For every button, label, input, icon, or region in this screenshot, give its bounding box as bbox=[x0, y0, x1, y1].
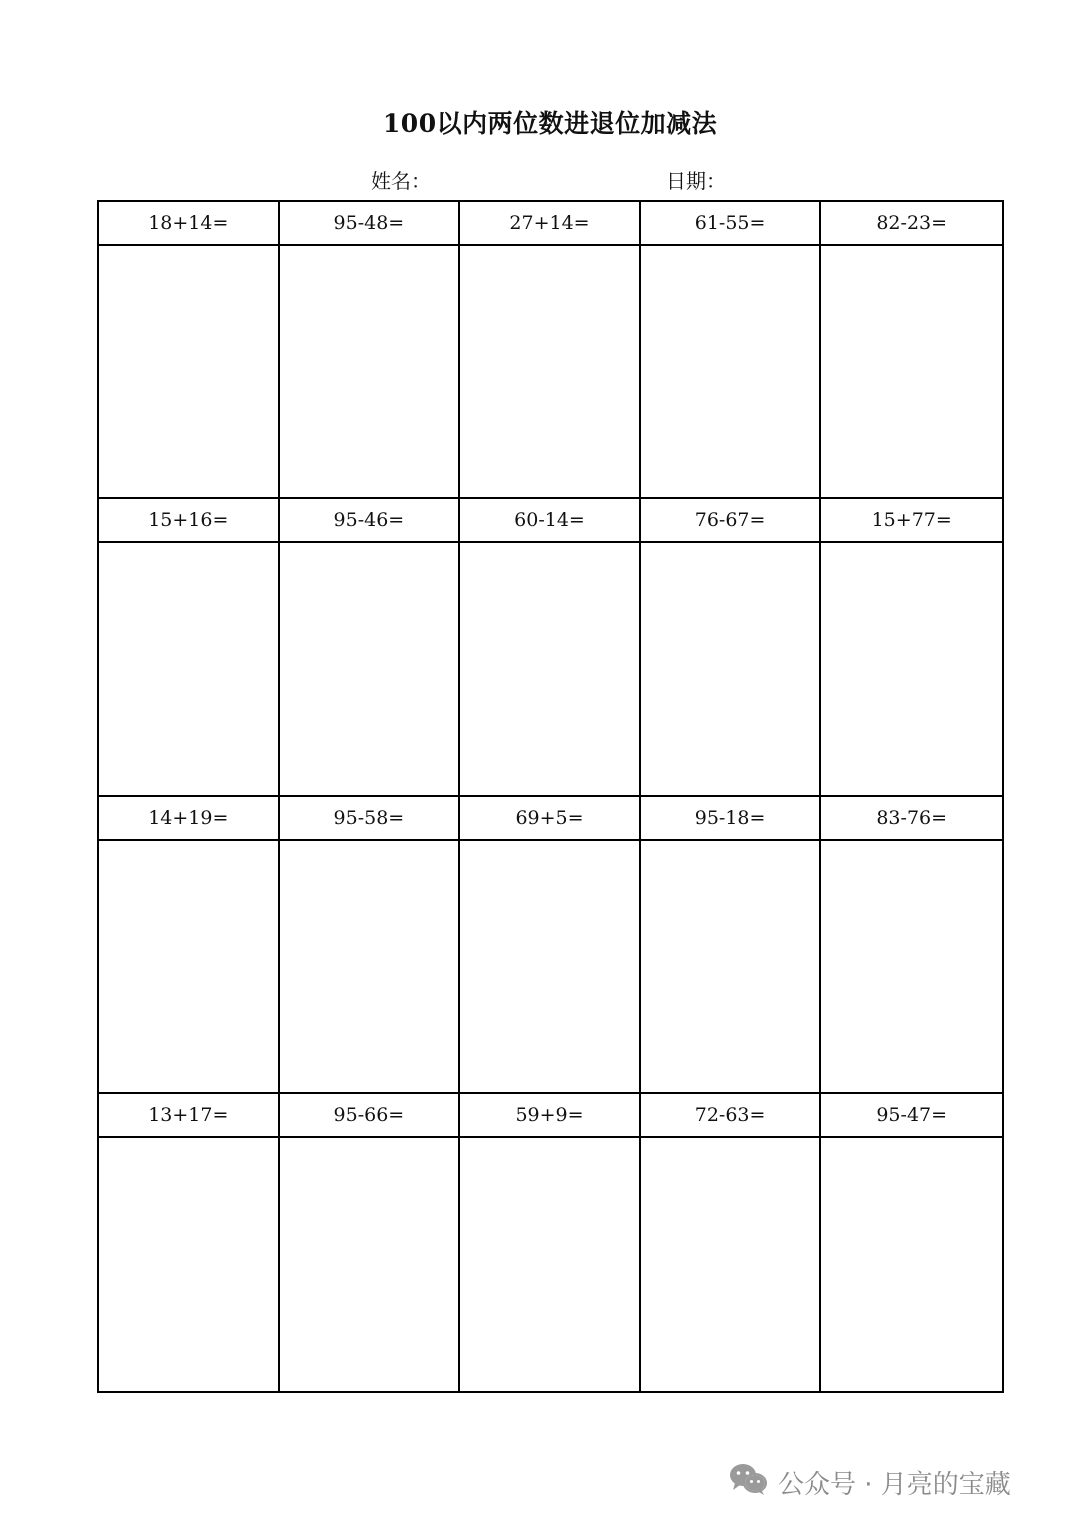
problem-cell bbox=[460, 1094, 641, 1391]
problem-text: 95-58= bbox=[280, 797, 459, 841]
problem-text: 15+77= bbox=[821, 499, 1002, 543]
answer-area[interactable] bbox=[280, 841, 459, 1092]
answer-area[interactable] bbox=[99, 246, 278, 497]
answer-area[interactable] bbox=[99, 841, 278, 1092]
answer-area[interactable] bbox=[460, 1138, 639, 1391]
answer-area[interactable] bbox=[280, 543, 459, 794]
problem-text: 95-48= bbox=[280, 202, 459, 246]
answer-area[interactable] bbox=[460, 543, 639, 794]
date-label: 日期： bbox=[666, 169, 726, 193]
problem-cell bbox=[821, 499, 1002, 796]
problem-text: 76-67= bbox=[641, 499, 820, 543]
answer-area[interactable] bbox=[641, 246, 820, 497]
problem-cell bbox=[641, 797, 822, 1094]
problem-text: 61-55= bbox=[641, 202, 820, 246]
problem-text: 72-63= bbox=[641, 1094, 820, 1138]
answer-area[interactable] bbox=[460, 246, 639, 497]
problem-cell bbox=[280, 797, 461, 1094]
problem-cell bbox=[280, 202, 461, 499]
answer-area[interactable] bbox=[99, 543, 278, 794]
answer-area[interactable] bbox=[821, 543, 1002, 794]
problem-text: 95-46= bbox=[280, 499, 459, 543]
problem-grid bbox=[97, 200, 1004, 1393]
problem-cell bbox=[460, 202, 641, 499]
problem-text: 60-14= bbox=[460, 499, 639, 543]
problem-cell bbox=[99, 202, 280, 499]
problem-cell bbox=[280, 499, 461, 796]
problem-cell bbox=[821, 797, 1002, 1094]
answer-area[interactable] bbox=[641, 1138, 820, 1391]
answer-area[interactable] bbox=[280, 246, 459, 497]
answer-area[interactable] bbox=[99, 1138, 278, 1391]
answer-area[interactable] bbox=[821, 841, 1002, 1092]
problem-text: 14+19= bbox=[99, 797, 278, 841]
problem-text: 18+14= bbox=[99, 202, 278, 246]
problem-cell bbox=[99, 499, 280, 796]
problem-text: 95-47= bbox=[821, 1094, 1002, 1138]
problem-cell bbox=[99, 797, 280, 1094]
problem-text: 95-18= bbox=[641, 797, 820, 841]
answer-area[interactable] bbox=[280, 1138, 459, 1391]
problem-cell bbox=[821, 1094, 1002, 1391]
problem-cell bbox=[641, 202, 822, 499]
problem-text: 59+9= bbox=[460, 1094, 639, 1138]
wechat-icon bbox=[728, 1462, 778, 1503]
problem-cell bbox=[641, 1094, 822, 1391]
problem-cell bbox=[280, 1094, 461, 1391]
worksheet-title: 100以内两位数进退位加减法 bbox=[382, 109, 718, 138]
problem-text: 82-23= bbox=[821, 202, 1002, 246]
problem-cell bbox=[99, 1094, 280, 1391]
problem-cell bbox=[460, 797, 641, 1094]
answer-area[interactable] bbox=[641, 543, 820, 794]
problem-text: 27+14= bbox=[460, 202, 639, 246]
watermark bbox=[728, 1462, 1011, 1503]
problem-text: 83-76= bbox=[821, 797, 1002, 841]
problem-text: 95-66= bbox=[280, 1094, 459, 1138]
problem-text: 69+5= bbox=[460, 797, 639, 841]
problem-cell bbox=[821, 202, 1002, 499]
answer-area[interactable] bbox=[821, 1138, 1002, 1391]
answer-area[interactable] bbox=[821, 246, 1002, 497]
problem-cell bbox=[460, 499, 641, 796]
answer-area[interactable] bbox=[641, 841, 820, 1092]
watermark-text: 公众号 · 月亮的宝藏 bbox=[778, 1470, 1011, 1500]
answer-area[interactable] bbox=[460, 841, 639, 1092]
problem-cell bbox=[641, 499, 822, 796]
problem-text: 15+16= bbox=[99, 499, 278, 543]
problem-text: 13+17= bbox=[99, 1094, 278, 1138]
name-label: 姓名： bbox=[371, 169, 431, 193]
